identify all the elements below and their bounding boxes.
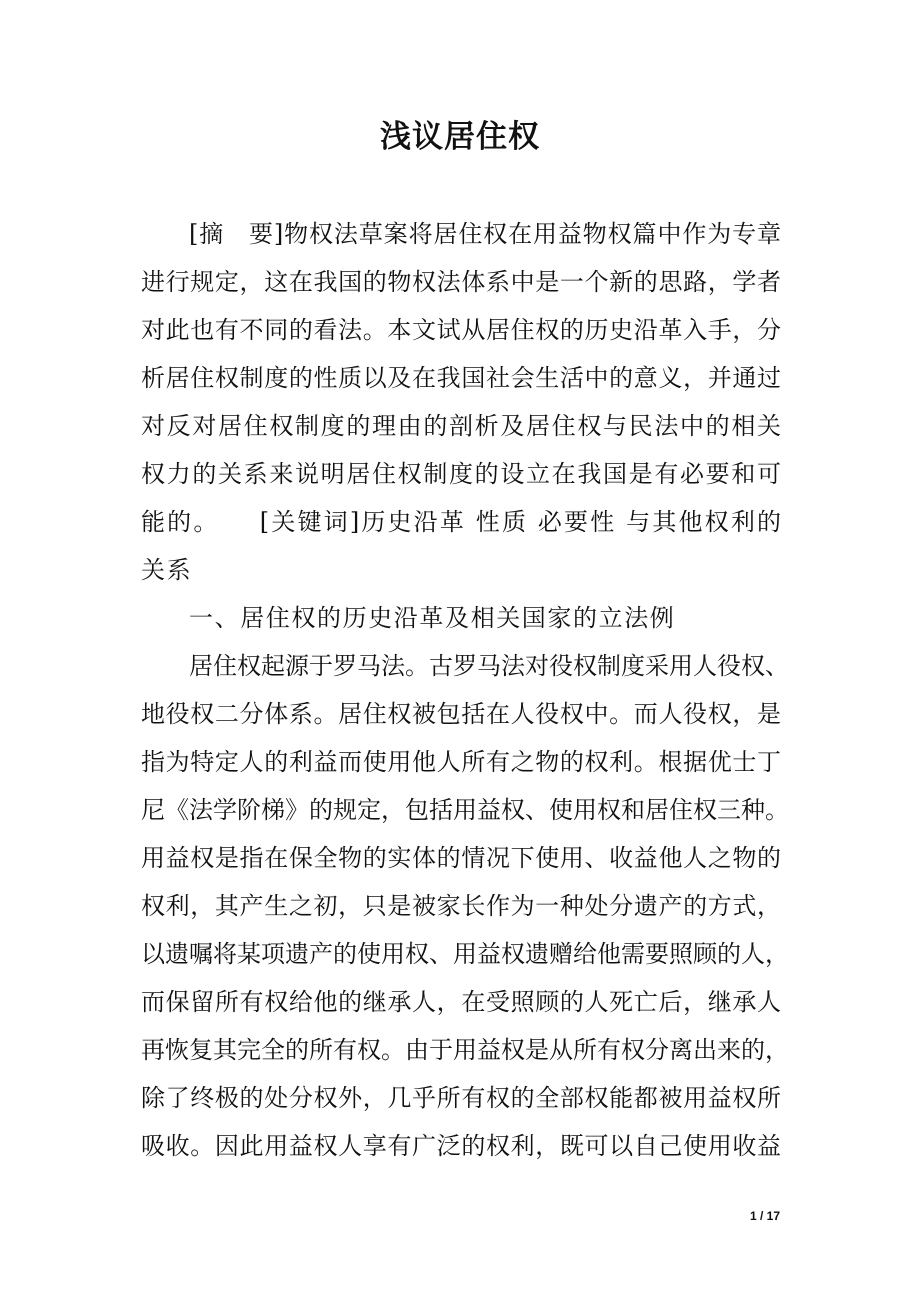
abstract-line: 进行规定，这在我国的物权法体系中是一个新的思路，学者: [141, 268, 781, 296]
paragraph-line: 再恢复其完全的所有权。由于用益权是从所有权分离出来的，: [141, 1036, 789, 1064]
document-title: 浅议居住权: [380, 119, 540, 155]
paragraph-line: 以遗嘱将某项遗产的使用权、用益权遗赠给他需要照顾的人，: [141, 940, 789, 968]
paragraph-line: 权利，其产生之初，只是被家长作为一种处分遗产的方式，: [141, 892, 781, 920]
paragraph-line: 地役权二分体系。居住权被包括在人役权中。而人役权，是: [141, 700, 781, 728]
paragraph-line: 尼《法学阶梯》的规定，包括用益权、使用权和居住权三种。: [141, 796, 789, 824]
paragraph-line: 吸收。因此用益权人享有广泛的权利，既可以自己使用收益: [141, 1132, 781, 1160]
abstract-line: 析居住权制度的性质以及在我国社会生活中的意义，并通过: [141, 364, 781, 392]
paragraph-line: 居住权起源于罗马法。古罗马法对役权制度采用人役权、: [189, 652, 789, 680]
abstract-line: 对此也有不同的看法。本文试从居住权的历史沿革入手，分: [141, 316, 781, 344]
keywords-line: 关系: [141, 556, 193, 584]
abstract-line: [摘 要]物权法草案将居住权在用益物权篇中作为专章: [189, 220, 781, 248]
paragraph-line: 指为特定人的利益而使用他人所有之物的权利。根据优士丁: [141, 748, 781, 776]
paragraph-line: 用益权是指在保全物的实体的情况下使用、收益他人之物的: [141, 844, 781, 872]
abstract-line: 对反对居住权制度的理由的剖析及居住权与民法中的相关: [141, 412, 781, 440]
page-number: 1 / 17: [749, 1209, 780, 1223]
paragraph-line: 而保留所有权给他的继承人，在受照顾的人死亡后，继承人: [141, 988, 781, 1016]
section-heading: 一、居住权的历史沿革及相关国家的立法例: [189, 604, 676, 632]
abstract-line: 权力的关系来说明居住权制度的设立在我国是有必要和可: [141, 460, 781, 488]
document-body: [141, 210, 789, 1170]
keywords-line: 能的。 [关键词]历史沿革 性质 必要性 与其他权利的: [141, 508, 781, 536]
paragraph-line: 除了终极的处分权外，几乎所有权的全部权能都被用益权所: [141, 1084, 781, 1112]
